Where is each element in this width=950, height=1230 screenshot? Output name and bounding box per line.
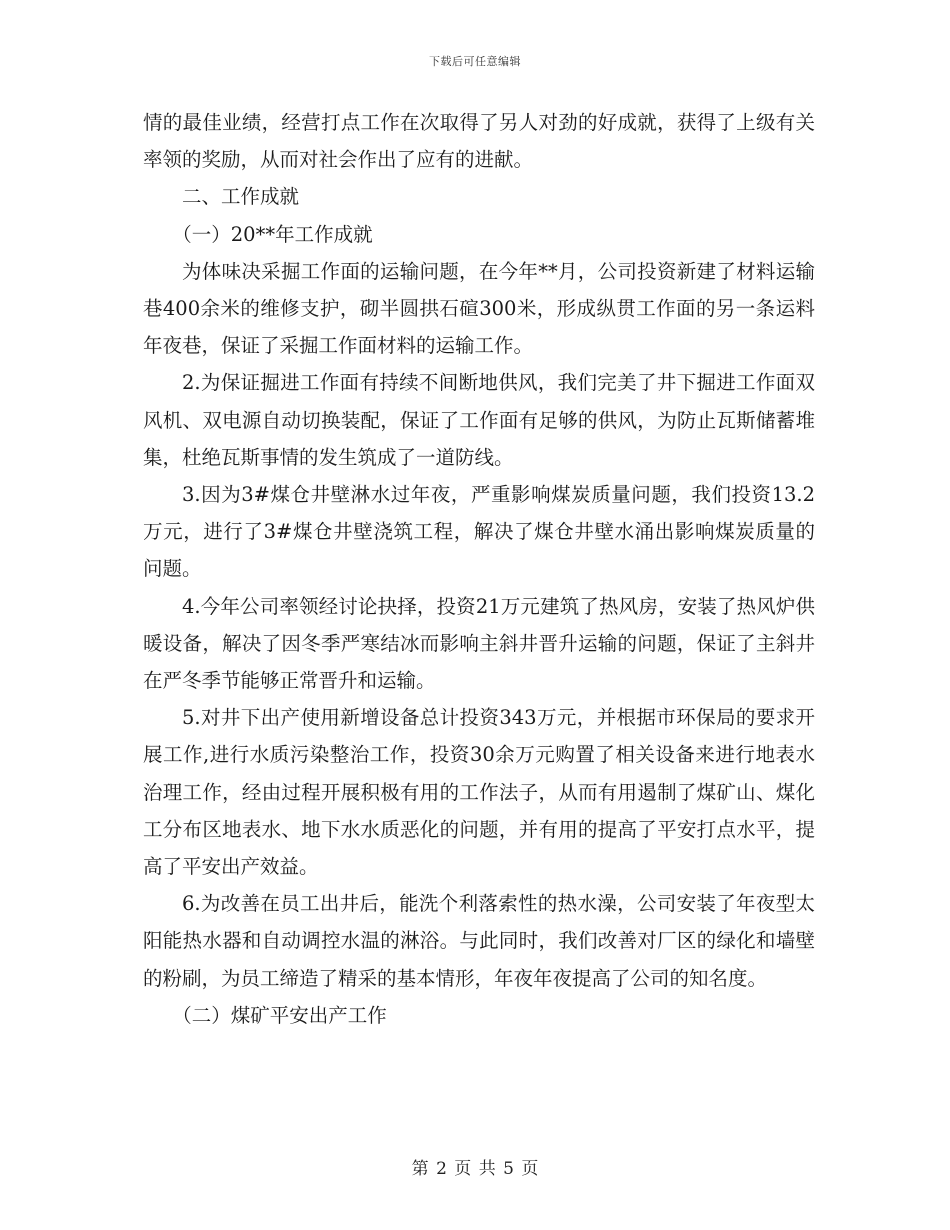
page-header: 下载后可任意编辑 [429,55,521,68]
paragraph-4: 4.今年公司率领经讨论抉择，投资21万元建筑了热风房，安装了热风炉供暖设备，解决了因冬季严寒结冰而影响主斜井晋升运输的问题，保证了主斜井在严冬季节能够正常晋升和运输。 [143,594,815,693]
subsection-heading-1: （一）20**年工作成就 [172,222,373,246]
paragraph-1: 为体味决采掘工作面的运输问题，在今年**月，公司投资新建了材料运输巷400余米的维修支护，砌半圆拱石碹300米，形成纵贯工作面的另一条运料年夜巷，保证了采掘工作面材料的运输工作。 [143,259,815,358]
paragraph-3: 3.因为3#煤仓井壁淋水过年夜，严重影响煤炭质量问题，我们投资13.2万元，进行了3#煤仓井壁浇筑工程，解决了煤仓井壁水涌出影响煤炭质量的问题。 [143,483,815,581]
section-heading: 二、工作成就 [182,185,300,209]
document-body [143,104,815,1034]
paragraph-6: 6.为改善在员工出井后，能洗个利落索性的热水澡，公司安装了年夜型太阳能热水器和自动调控水温的淋浴。与此同时，我们改善对厂区的绿化和墙壁的粉刷，为员工缔造了精采的基本情形，年夜年夜提高了公司的知名度。 [143,892,815,990]
paragraph-continued: 情的最佳业绩，经营打点工作在次取得了另人对劲的好成就，获得了上级有关率领的奖励，从而对社会作出了应有的进献。 [143,111,815,172]
subsection-heading-2: （二）煤矿平安出产工作 [172,1003,387,1027]
paragraph-5: 5.对井下出产使用新增设备总计投资343万元，并根据市环保局的要求开展工作,进行水质污染整治工作，投资30余万元购置了相关设备来进行地表水治理工作，经由过程开展积极有用的工作法子，从而有用遏制了煤矿山、煤化工分布区地表水、地下水水质恶化的问题，并有用的提高了平安打点水平，提高了平安出产效益。 [143,706,815,879]
paragraph-2: 2.为保证掘进工作面有持续不间断地供风，我们完美了井下掘进工作面双风机、双电源自动切换装配，保证了工作面有足够的供风，为防止瓦斯储蓄堆集，杜绝瓦斯事情的发生筑成了一道防线。 [143,371,815,469]
page-footer: 第 2 页 共 5 页 [411,1159,539,1179]
